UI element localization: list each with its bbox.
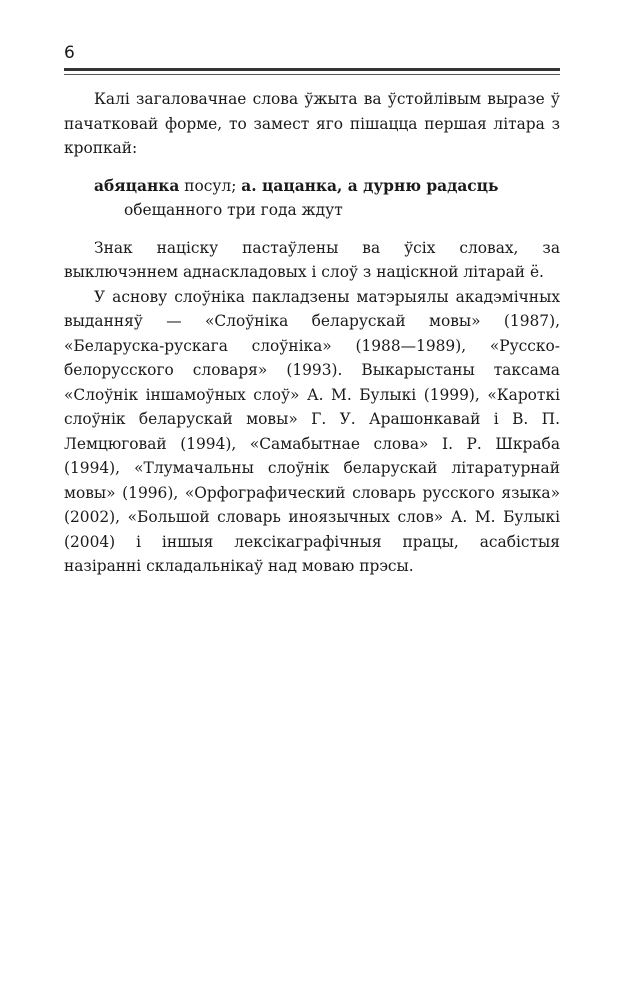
paragraph-sources: У аснову слоўніка пакладзены матэрыялы акадэмічных выданняў — «Слоўніка беларускай мовы» (1987), «Беларуска-рускага слоўніка» (1988—1989), «Русско-белорусского словаря» (1993). Выкарыстаны таксама «Слоўнік іншамоўных слоў» А. М. Булыкі (1999), «Кароткі слоўнік беларускай мовы» Г. У. Арашонкавай і В. П. Лемцюговай (1994), «Самабытнае слова» І. Р. Шкраба (1994), «Тлумачальны слоўнік беларускай літаратурнай мовы» (1996), «Орфографический словарь русского языка» (2002), «Большой словарь иноязычных слов» А. М. Булыкі (2004) і іншыя лексікаграфічныя працы, асабістыя назіранні складальнікаў над моваю прэсы. [64,287,560,575]
header-rule-thin [64,74,560,75]
body-text [64,87,560,579]
example-phrase-translation: обещанного три года ждут [124,201,343,219]
example-phrase: а. цацанка, а дурню радасць [241,176,499,195]
paragraph-intro: Калі загаловачнае слова ўжыта ва ўстойлівым выразе ў пачатковай форме, то замест яго пішацца першая літара з кропкай: [64,90,560,157]
header-rule-thick [64,68,560,71]
example-headword: абяцанка [94,176,180,195]
dictionary-example [94,174,560,223]
paragraph-stress: Знак націску пастаўлены ва ўсіх словах, за выключэннем аднаскладовых і слоў з націскной літарай ё. [64,238,560,281]
page-number: 6 [64,43,75,63]
example-headword-translation: посул; [184,176,237,195]
